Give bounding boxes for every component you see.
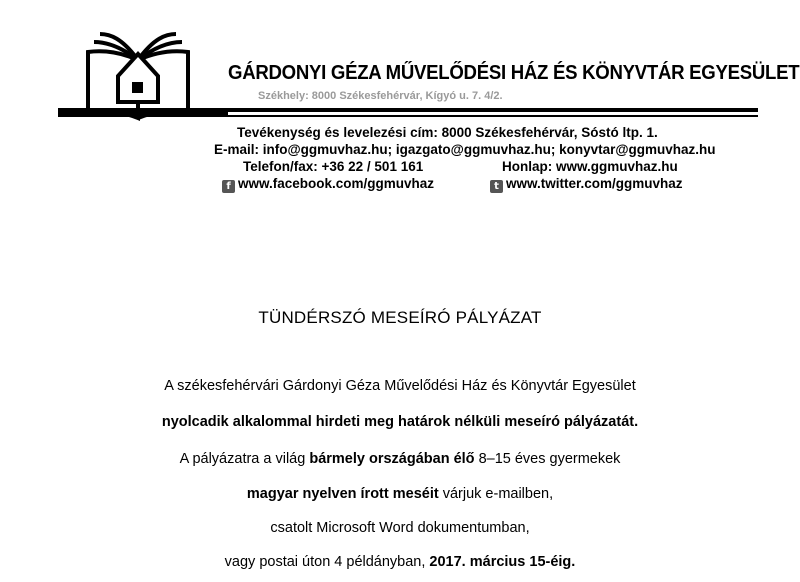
document-title: TÜNDÉRSZÓ MESEÍRÓ PÁLYÁZAT — [258, 308, 542, 327]
body-line — [0, 378, 800, 394]
organization-name: GÁRDONYI GÉZA MŰVELŐDÉSI HÁZ ÉS KÖNYVTÁR EGYESÜLET — [228, 62, 800, 84]
header-divider-thin — [58, 115, 758, 117]
website-link[interactable]: Honlap: www.ggmuvhaz.hu — [502, 159, 678, 174]
text-run: csatolt Microsoft Word dokumentumban, — [270, 520, 530, 536]
twitter-icon: t — [490, 180, 503, 193]
text-run: A pályázatra a világ — [179, 451, 310, 467]
text-run: várjuk e-mailben, — [438, 486, 554, 502]
facebook-icon: f — [222, 180, 235, 193]
header-divider — [58, 108, 758, 112]
text-run: A székesfehérvári Gárdonyi Géza Művelődési Ház és Könyvtár Egyesület — [164, 378, 636, 394]
bold-text-run: magyar nyelven írott meséit — [246, 486, 439, 502]
registered-seat: Székhely: 8000 Székesfehérvár, Kígyó u. 7. 4/2. — [258, 90, 503, 102]
body-line — [0, 554, 800, 570]
body-line — [0, 451, 800, 467]
body-line — [0, 414, 800, 430]
body-line — [0, 520, 800, 536]
phone-line: Telefon/fax: +36 22 / 501 161 — [243, 159, 424, 174]
bold-text-run: bármely országában élő — [309, 451, 475, 467]
text-run: vagy postai úton 4 példányban, — [224, 554, 430, 570]
bold-text-run: nyolcadik alkalommal hirdeti meg határok nélküli meseíró pályázatát. — [161, 414, 639, 430]
twitter-link[interactable] — [490, 175, 683, 193]
email-line: E-mail: info@ggmuvhaz.hu; igazgato@ggmuvhaz.hu; konyvtar@ggmuvhaz.hu — [214, 142, 716, 157]
bold-text-run: 2017. március 15-éig. — [429, 554, 576, 570]
body-line — [0, 486, 800, 502]
facebook-url: www.facebook.com/ggmuvhaz — [238, 176, 435, 191]
facebook-link[interactable] — [222, 175, 434, 193]
activity-address: Tevékenység és levelezési cím: 8000 Székesfehérvár, Sóstó ltp. 1. — [237, 125, 658, 140]
twitter-url: www.twitter.com/ggmuvhaz — [506, 176, 683, 191]
text-run: 8–15 éves gyermekek — [474, 451, 621, 467]
